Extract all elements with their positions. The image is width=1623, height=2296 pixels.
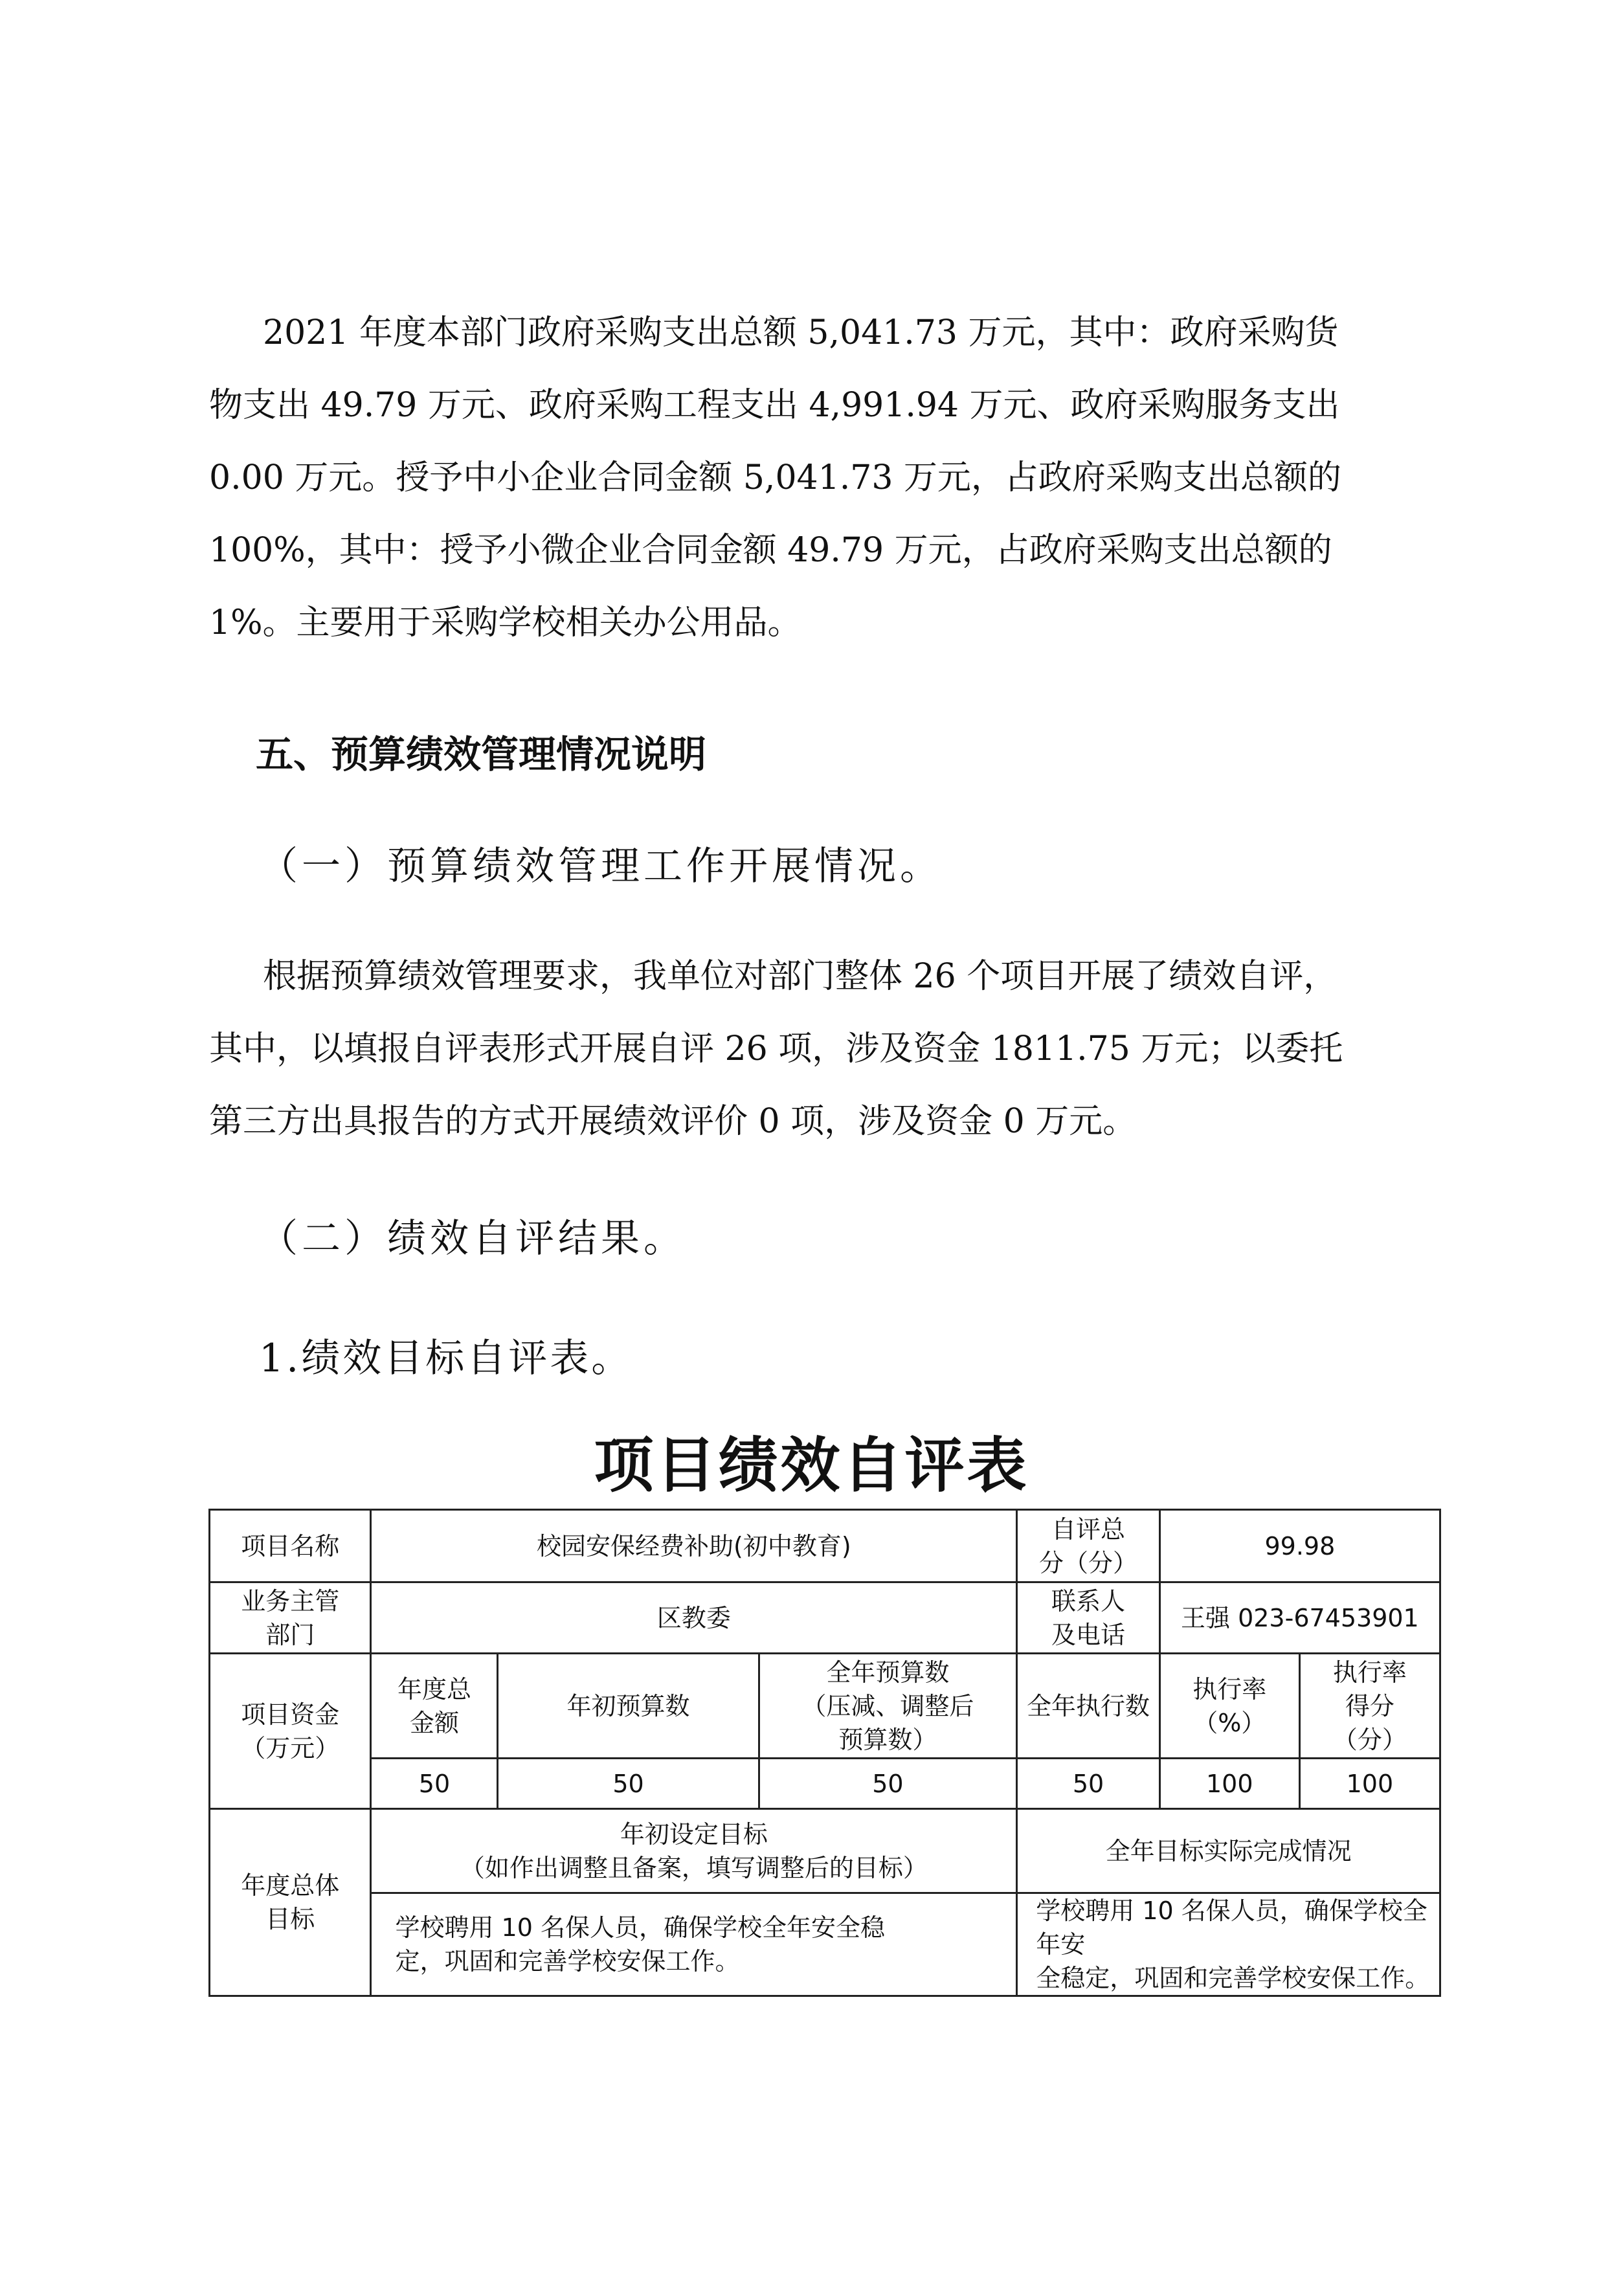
paragraph-line: 1%。主要用于采购学校相关办公用品。 (209, 603, 801, 642)
paragraph-line: 根据预算绩效管理要求，我单位对部门整体 26 个项目开展了绩效自评， (263, 957, 1338, 996)
paragraph-line: 第三方出具报告的方式开展绩效评价 0 项，涉及资金 0 万元。 (209, 1102, 1137, 1141)
performance-evaluation-table (208, 1509, 1441, 1997)
funds-total-header: 年度总 金额 (371, 1654, 498, 1759)
table-row (210, 1759, 1440, 1809)
subsection-heading: （二）绩效自评结果。 (259, 1216, 686, 1261)
dept-value: 区教委 (371, 1582, 1017, 1654)
paragraph-line: 2021 年度本部门政府采购支出总额 5,041.73 万元，其中：政府采购货 (263, 313, 1339, 352)
table-row (210, 1510, 1440, 1582)
funds-initial-header: 年初预算数 (498, 1654, 759, 1759)
goal-actual-header: 全年目标实际完成情况 (1017, 1809, 1440, 1893)
goal-set-header: 年初设定目标 （如作出调整且备案，填写调整后的目标） (371, 1809, 1017, 1893)
dept-label: 业务主管 部门 (210, 1582, 371, 1654)
paragraph-line: 物支出 49.79 万元、政府采购工程支出 4,991.94 万元、政府采购服务支出 (209, 386, 1340, 425)
performance-paragraph (209, 940, 1423, 1158)
table-row (210, 1809, 1440, 1893)
subsection-heading: 1.绩效目标自评表。 (259, 1336, 633, 1381)
funds-rate-score-value: 100 (1299, 1759, 1440, 1809)
table-title: 项目绩效自评表 (594, 1430, 1029, 1500)
paragraph-line: 其中，以填报自评表形式开展自评 26 项，涉及资金 1811.75 万元；以委托 (209, 1030, 1343, 1068)
contact-value: 王强 023-67453901 (1159, 1582, 1440, 1654)
funds-total-value: 50 (371, 1759, 498, 1809)
table-row (210, 1654, 1440, 1759)
procurement-paragraph (209, 297, 1423, 659)
paragraph-line: 100%，其中：授予小微企业合同金额 49.79 万元，占政府采购支出总额的 (209, 531, 1332, 570)
funds-rate-header: 执行率 （%） (1159, 1654, 1299, 1759)
funds-annual-header: 全年预算数 （压减、调整后 预算数） (759, 1654, 1017, 1759)
table-row (210, 1582, 1440, 1654)
funds-initial-value: 50 (498, 1759, 759, 1809)
goal-set-value: 学校聘用 10 名保人员，确保学校全年安全稳 定，巩固和完善学校安保工作。 (371, 1893, 1017, 1996)
goal-actual-value: 学校聘用 10 名保人员，确保学校全年安 全稳定，巩固和完善学校安保工作。 (1017, 1893, 1440, 1996)
self-score-label: 自评总 分（分） (1017, 1510, 1160, 1582)
funds-annual-value: 50 (759, 1759, 1017, 1809)
project-name-value: 校园安保经费补助(初中教育) (371, 1510, 1017, 1582)
funds-rate-value: 100 (1159, 1759, 1299, 1809)
self-score-value: 99.98 (1159, 1510, 1440, 1582)
funds-executed-value: 50 (1017, 1759, 1160, 1809)
funds-rate-score-header: 执行率 得分 （分） (1299, 1654, 1440, 1759)
paragraph-line: 0.00 万元。授予中小企业合同金额 5,041.73 万元，占政府采购支出总额的 (209, 458, 1341, 497)
contact-label: 联系人 及电话 (1017, 1582, 1160, 1654)
subsection-heading: （一）预算绩效管理工作开展情况。 (259, 844, 943, 889)
goal-label: 年度总体 目标 (210, 1809, 371, 1996)
funds-executed-header: 全年执行数 (1017, 1654, 1160, 1759)
section-heading: 五、预算绩效管理情况说明 (256, 732, 707, 776)
table-row (210, 1893, 1440, 1996)
funds-label: 项目资金 （万元） (210, 1654, 371, 1809)
project-name-label: 项目名称 (210, 1510, 371, 1582)
